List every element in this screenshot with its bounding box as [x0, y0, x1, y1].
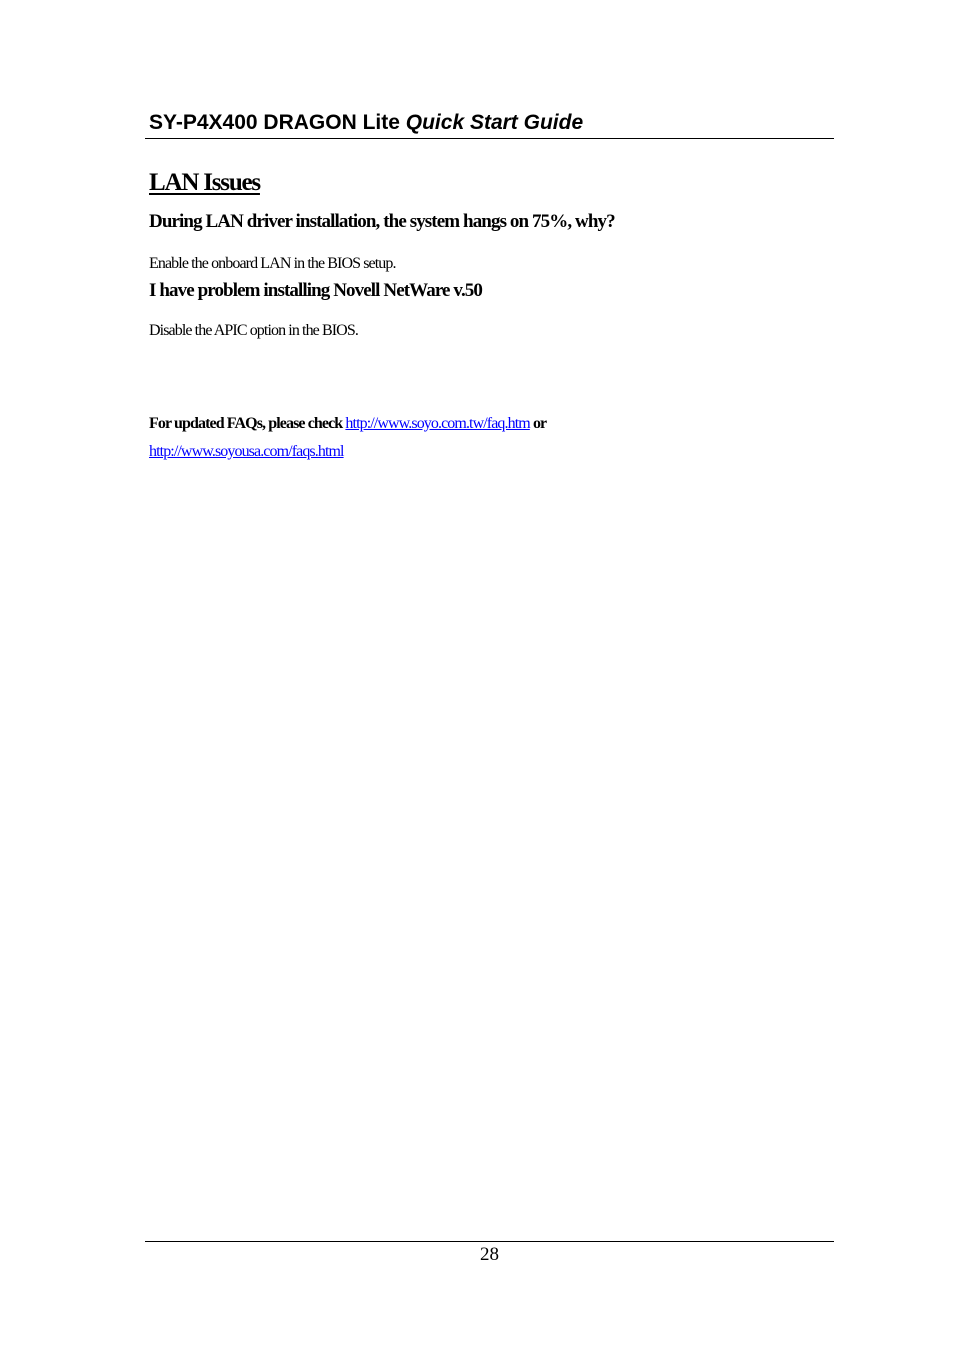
page-number: 28	[480, 1244, 499, 1265]
updated-faqs-line-2	[149, 442, 344, 462]
faq-answer-1: Enable the onboard LAN in the BIOS setup.	[149, 255, 396, 272]
header-guide-name: Quick Start Guide	[405, 111, 584, 134]
faq-answer-2: Disable the APIC option in the BIOS.	[149, 322, 358, 339]
faq-question-1: During LAN driver installation, the system hangs on 75%, why?	[149, 211, 615, 232]
header-product-name: SY-P4X400 DRAGON Lite	[149, 111, 400, 134]
document-header-title	[149, 110, 583, 136]
soyo-tw-faq-link[interactable]: http://www.soyo.com.tw/faq.htm	[345, 415, 530, 432]
updated-faqs-or: or	[532, 415, 547, 432]
section-heading: LAN Issues	[149, 169, 260, 196]
footer-divider	[145, 1241, 834, 1242]
header-divider	[145, 138, 834, 139]
faq-question-2: I have problem installing Novell NetWare v.50	[149, 280, 482, 301]
updated-faqs-prefix: For updated FAQs, please check	[149, 415, 343, 432]
soyousa-faqs-link[interactable]: http://www.soyousa.com/faqs.html	[149, 443, 344, 460]
updated-faqs-line	[149, 414, 546, 434]
